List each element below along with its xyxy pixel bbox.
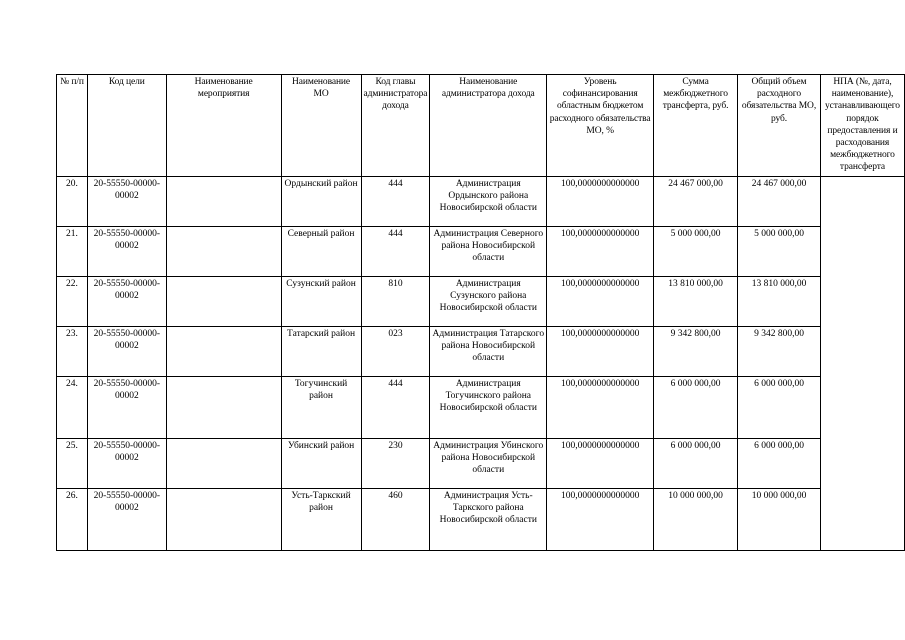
transfer-sum-cell: 6 000 000,00	[654, 438, 738, 488]
total-volume-cell: 10 000 000,00	[738, 488, 821, 550]
header-row	[57, 75, 905, 177]
transfer-sum-cell: 6 000 000,00	[654, 376, 738, 438]
table-row	[57, 488, 905, 550]
cofinancing-level-cell: 100,0000000000000	[547, 176, 654, 226]
header-transfer-sum: Сумма межбюджетного трансферта, руб.	[654, 75, 738, 177]
row-number-cell: 22.	[57, 276, 88, 326]
event-name-cell	[166, 438, 281, 488]
budget-transfer-table	[56, 74, 905, 551]
admin-name-cell: Администрация Сузунского района Новосибирской области	[430, 276, 547, 326]
mo-name-cell: Северный район	[281, 226, 361, 276]
table-row	[57, 276, 905, 326]
total-volume-cell: 6 000 000,00	[738, 376, 821, 438]
mo-name-cell: Тогучинский район	[281, 376, 361, 438]
cofinancing-level-cell: 100,0000000000000	[547, 276, 654, 326]
mo-name-cell: Усть-Таркский район	[281, 488, 361, 550]
row-number-cell: 26.	[57, 488, 88, 550]
mo-name-cell: Убинский район	[281, 438, 361, 488]
event-name-cell	[166, 326, 281, 376]
target-code-cell: 20-55550-00000-00002	[87, 276, 166, 326]
mo-name-cell: Татарский район	[281, 326, 361, 376]
head-code-cell: 444	[361, 176, 430, 226]
transfer-sum-cell: 13 810 000,00	[654, 276, 738, 326]
row-number-cell: 24.	[57, 376, 88, 438]
cofinancing-level-cell: 100,0000000000000	[547, 488, 654, 550]
target-code-cell: 20-55550-00000-00002	[87, 176, 166, 226]
row-number-cell: 21.	[57, 226, 88, 276]
header-num: № п/п	[57, 75, 88, 177]
header-head-code: Код главы администратора дохода	[361, 75, 430, 177]
npa-cell	[820, 176, 904, 550]
header-cofinancing-level: Уровень софинансирования областным бюджетом расходного обязательства МО, %	[547, 75, 654, 177]
transfer-sum-cell: 10 000 000,00	[654, 488, 738, 550]
table-row	[57, 226, 905, 276]
mo-name-cell: Сузунский район	[281, 276, 361, 326]
total-volume-cell: 13 810 000,00	[738, 276, 821, 326]
admin-name-cell: Администрация Убинского района Новосибирской области	[430, 438, 547, 488]
target-code-cell: 20-55550-00000-00002	[87, 226, 166, 276]
header-event-name: Наименование мероприятия	[166, 75, 281, 177]
target-code-cell: 20-55550-00000-00002	[87, 376, 166, 438]
table-row	[57, 376, 905, 438]
head-code-cell: 444	[361, 376, 430, 438]
header-mo-name: Наименование МО	[281, 75, 361, 177]
header-total-volume: Общий объем расходного обязательства МО, руб.	[738, 75, 821, 177]
table-row	[57, 326, 905, 376]
cofinancing-level-cell: 100,0000000000000	[547, 326, 654, 376]
cofinancing-level-cell: 100,0000000000000	[547, 438, 654, 488]
event-name-cell	[166, 276, 281, 326]
table-row	[57, 176, 905, 226]
table-row	[57, 438, 905, 488]
total-volume-cell: 6 000 000,00	[738, 438, 821, 488]
cofinancing-level-cell: 100,0000000000000	[547, 226, 654, 276]
event-name-cell	[166, 176, 281, 226]
header-target-code: Код цели	[87, 75, 166, 177]
row-number-cell: 25.	[57, 438, 88, 488]
transfer-sum-cell: 9 342 800,00	[654, 326, 738, 376]
total-volume-cell: 24 467 000,00	[738, 176, 821, 226]
row-number-cell: 20.	[57, 176, 88, 226]
target-code-cell: 20-55550-00000-00002	[87, 438, 166, 488]
header-npa: НПА (№, дата, наименование), устанавливающего порядок предоставления и расходования межбюджетного трансферта	[820, 75, 904, 177]
head-code-cell: 810	[361, 276, 430, 326]
event-name-cell	[166, 376, 281, 438]
head-code-cell: 230	[361, 438, 430, 488]
head-code-cell: 023	[361, 326, 430, 376]
head-code-cell: 460	[361, 488, 430, 550]
event-name-cell	[166, 226, 281, 276]
header-admin-name: Наименование администратора дохода	[430, 75, 547, 177]
target-code-cell: 20-55550-00000-00002	[87, 488, 166, 550]
total-volume-cell: 9 342 800,00	[738, 326, 821, 376]
transfer-sum-cell: 5 000 000,00	[654, 226, 738, 276]
event-name-cell	[166, 488, 281, 550]
mo-name-cell: Ордынский район	[281, 176, 361, 226]
head-code-cell: 444	[361, 226, 430, 276]
target-code-cell: 20-55550-00000-00002	[87, 326, 166, 376]
admin-name-cell: Администрация Усть-Таркского района Новосибирской области	[430, 488, 547, 550]
transfer-sum-cell: 24 467 000,00	[654, 176, 738, 226]
cofinancing-level-cell: 100,0000000000000	[547, 376, 654, 438]
admin-name-cell: Администрация Татарского района Новосибирской области	[430, 326, 547, 376]
row-number-cell: 23.	[57, 326, 88, 376]
admin-name-cell: Администрация Тогучинского района Новосибирской области	[430, 376, 547, 438]
total-volume-cell: 5 000 000,00	[738, 226, 821, 276]
admin-name-cell: Администрация Ордынского района Новосибирской области	[430, 176, 547, 226]
admin-name-cell: Администрация Северного района Новосибирской области	[430, 226, 547, 276]
